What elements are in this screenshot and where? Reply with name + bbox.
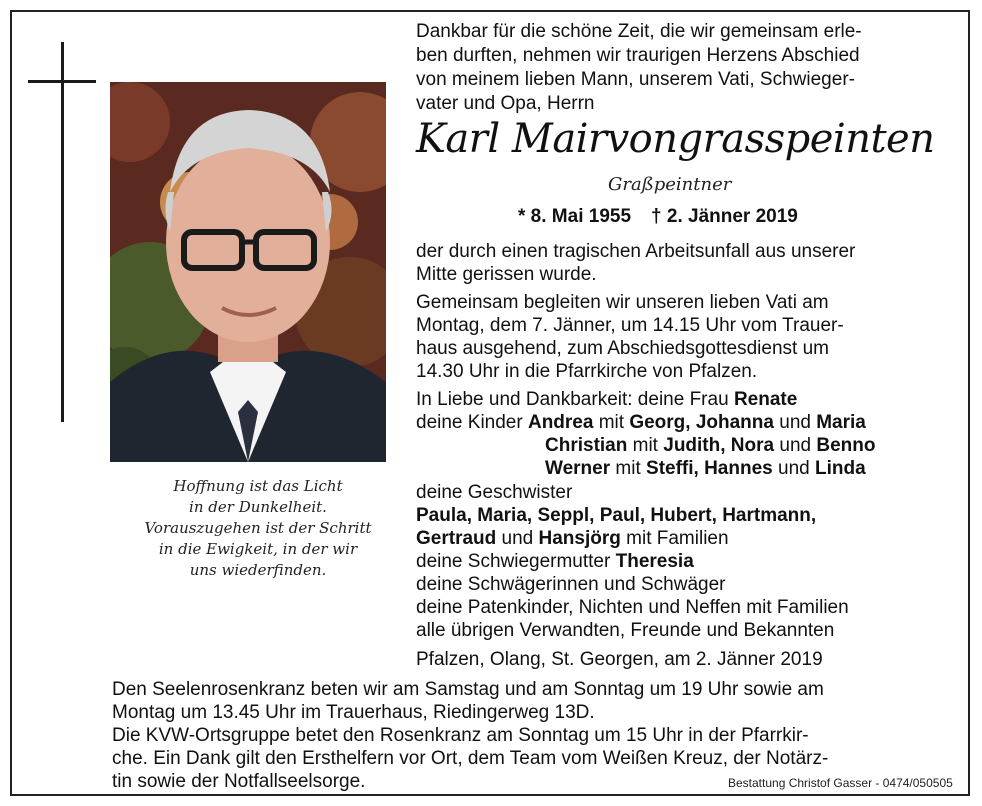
mourner-siblings: Paula, Maria, Seppl, Paul, Hubert, Hartmann, [416, 505, 817, 526]
death-date: † 2. Jänner 2019 [651, 206, 798, 227]
quote-line: in die Ewigkeit, in der wir [158, 540, 358, 558]
funeral-line: Gemeinsam begleiten wir unseren lieben Vati am [416, 292, 829, 313]
memorial-quote [110, 476, 406, 581]
place-date: Pfalzen, Olang, St. Georgen, am 2. Jänner 2019 [416, 649, 823, 670]
life-dates [518, 206, 798, 228]
cross-horizontal [28, 80, 96, 83]
intro-line: ben durften, nehmen wir traurigen Herzens Abschied [416, 45, 860, 66]
deceased-alias: Graßpeintner [608, 174, 732, 195]
intro-line: Dankbar für die schöne Zeit, die wir gemeinsam erle- [416, 21, 862, 42]
mourner-mother-in-law: deine Schwiegermutter Theresia [416, 551, 694, 572]
deceased-name: Karl Mairvongrasspeinten [416, 116, 935, 162]
cause-line: Mitte gerissen wurde. [416, 264, 597, 285]
intro-line: von meinem lieben Mann, unserem Vati, Schwieger- [416, 69, 855, 90]
mourner-children-2: Christian mit Judith, Nora und Benno [545, 435, 876, 456]
mourner-children-1: deine Kinder Andrea mit Georg, Johanna und Maria [416, 412, 866, 433]
mourner-in-laws: deine Schwägerinnen und Schwäger [416, 574, 726, 595]
mourner-godchildren: deine Patenkinder, Nichten und Neffen mit Familien [416, 597, 849, 618]
rosary-line: Den Seelenrosenkranz beten wir am Samstag und am Sonntag um 19 Uhr sowie am [112, 679, 824, 700]
cross-vertical [61, 42, 64, 422]
funeral-line: Montag, dem 7. Jänner, um 14.15 Uhr vom Trauer- [416, 315, 844, 336]
mourner-wife: In Liebe und Dankbarkeit: deine Frau Renate [416, 389, 798, 410]
funeral-home-credit: Bestattung Christof Gasser - 0474/050505 [728, 776, 953, 790]
mourner-siblings-label: deine Geschwister [416, 482, 573, 503]
rosary-line: tin sowie der Notfallseelsorge. [112, 771, 366, 792]
funeral-line: haus ausgehend, zum Abschiedsgottesdienst um [416, 338, 829, 359]
funeral-line: 14.30 Uhr in die Pfarrkirche von Pfalzen. [416, 361, 758, 382]
rosary-line: Die KVW-Ortsgruppe betet den Rosenkranz am Sonntag um 15 Uhr in der Pfarrkir- [112, 725, 809, 746]
quote-line: Vorauszugehen ist der Schritt [144, 519, 372, 537]
cause-line: der durch einen tragischen Arbeitsunfall aus unserer [416, 241, 856, 262]
rosary-line: che. Ein Dank gilt den Ersthelfern vor Ort, dem Team vom Weißen Kreuz, der Notärz- [112, 748, 829, 769]
quote-line: in der Dunkelheit. [189, 498, 327, 516]
portrait-photo [110, 82, 386, 462]
mourner-siblings-2: Gertraud und Hansjörg mit Familien [416, 528, 729, 549]
rosary-line: Montag um 13.45 Uhr im Trauerhaus, Riedingerweg 13D. [112, 702, 595, 723]
mourner-relatives: alle übrigen Verwandten, Freunde und Bekannten [416, 620, 835, 641]
intro-line: vater und Opa, Herrn [416, 93, 595, 114]
quote-line: Hoffnung ist das Licht [173, 477, 343, 495]
quote-line: uns wiederfinden. [189, 561, 327, 579]
birth-date: * 8. Mai 1955 [518, 206, 632, 227]
mourner-children-3: Werner mit Steffi, Hannes und Linda [545, 458, 866, 479]
